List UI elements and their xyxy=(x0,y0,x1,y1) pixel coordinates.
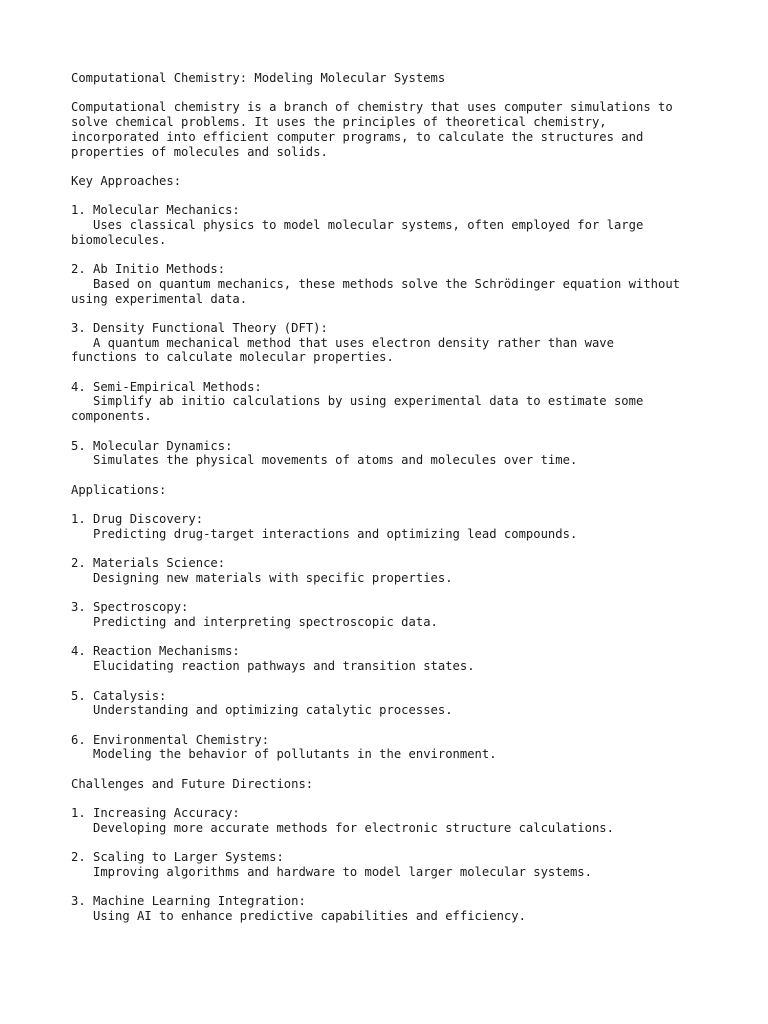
document-text: Computational Chemistry: Modeling Molecular Systems Computational chemistry is a branch of chemistry that uses computer simulations to solve chemical problems. It uses the principles of theoretical chemistry, incorporated into efficient computer programs, to calculate the structures and properties of molecules and solids. Key Approaches: 1. Molecular Mechanics: Uses classical physics to model molecular systems, often employed for large biomolecules. 2. Ab Initio Methods: Based on quantum mechanics, these methods solve the Schrödinger equation without using experimental data. 3. Density Functional Theory (DFT): A quantum mechanical method that uses electron density rather than wave functions to calculate molecular properties. 4. Semi-Empirical Methods: Simplify ab initio calculations by using experimental data to estimate some components. 5. Molecular Dynamics: Simulates the physical movements of atoms and molecules over time. Applications: 1. Drug Discovery: Predicting drug-target interactions and optimizing lead compounds. 2. Materials Science: Designing new materials with specific properties. 3. Spectroscopy: Predicting and interpreting spectroscopic data. 4. Reaction Mechanisms: Elucidating reaction pathways and transition states. 5. Catalysis: Understanding and optimizing catalytic processes. 6. Environmental Chemistry: Modeling the behavior of pollutants in the environment. Challenges and Future Directions: 1. Increasing Accuracy: Developing more accurate methods for electronic structure calculations. 2. Scaling to Larger Systems: Improving algorithms and hardware to model larger molecular systems. 3. Machine Learning Integration: Using AI to enhance predictive capabilities and efficiency. xyxy=(71,71,681,924)
document-page xyxy=(71,71,731,924)
